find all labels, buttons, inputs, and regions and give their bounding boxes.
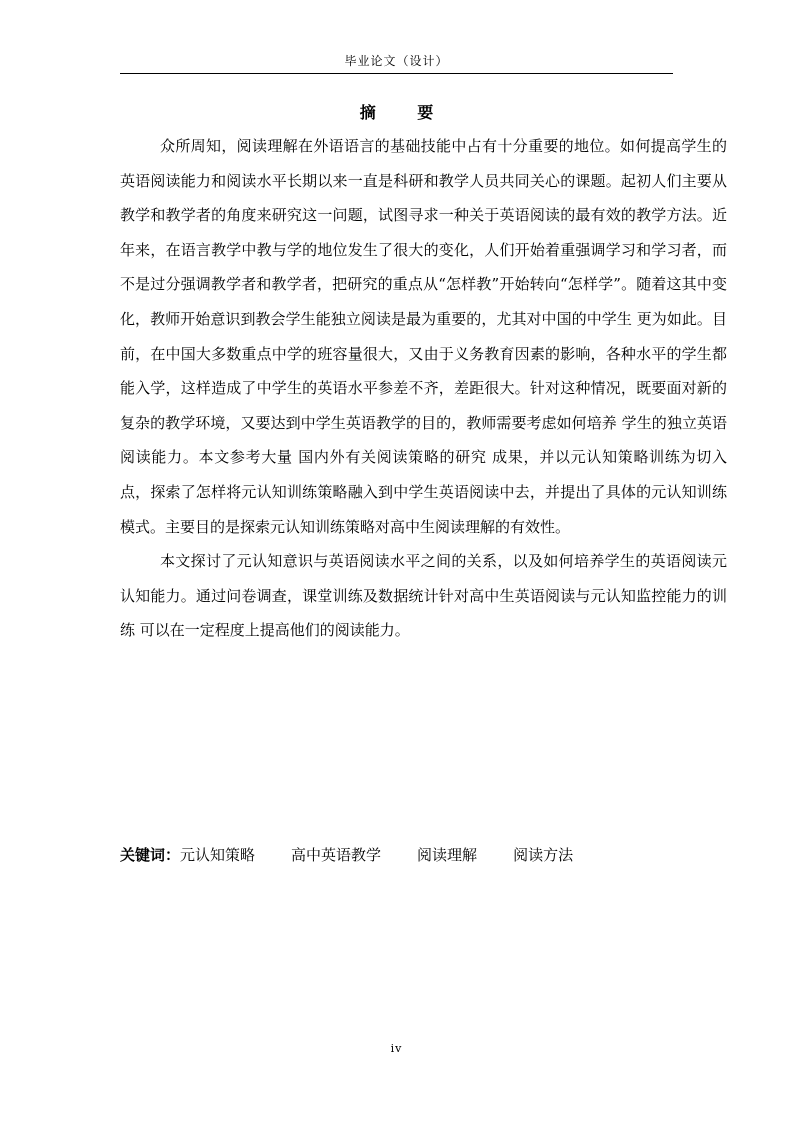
keyword-item: 高中英语教学 xyxy=(291,846,382,864)
keyword-item: 阅读方法 xyxy=(513,846,574,864)
running-header: 毕业论文（设计） xyxy=(344,54,449,68)
keywords-line xyxy=(120,843,720,867)
abstract-paragraph-1: 众所周知，阅读理解在外语语言的基础技能中占有十分重要的地位。如何提高学生的英语阅读能力和阅读水平长期以来一直是科研和教学人员共同关心的课题。起初人们主要从教学和教学者的角度来研究这一问题，试图寻求一种关于英语阅读的最有效的教学方法。近年来，在语言教学中教与学的地位发生了很大的变化，人们开始着重强调学习和学习者，而不是过分强调教学者和教学者，把研究的重点从“怎样教”开始转向“怎样学”。随着这其中变化，教师开始意识到教会学生能独立阅读是最为重要的，尤其对中国的中学生 更为如此。目前，在中国大多数重点中学的班容量很大，又由于义务教育因素的影响，各种水平的学生都能入学，这样造成了中学生的英语水平参差不齐，差距很大。针对这种情况，既要面对新的复杂的教学环境，又要达到中学生英语教学的目的，教师需要考虑如何培养 学生的独立英语阅读能力。本文参考大量 国内外有关阅读策略的研究 成果，并以元认知策略训练为切入点，探索了怎样将元认知训练策略融入到中学生英语阅读中去，并提出了具体的元认知训练模式。主要目的是探索元认知训练策略对高中生阅读理解的有效性。 xyxy=(120,137,727,536)
abstract-body xyxy=(120,129,727,648)
header-rule xyxy=(120,73,673,74)
abstract-title: 摘 要 xyxy=(359,103,452,122)
page-number: iv xyxy=(390,1042,403,1055)
keywords-label: 关键词： xyxy=(120,846,181,864)
keyword-item: 阅读理解 xyxy=(417,846,478,864)
keyword-item: 元认知策略 xyxy=(180,846,256,864)
abstract-paragraph-2: 本文探讨了元认知意识与英语阅读水平之间的关系，以及如何培养学生的英语阅读元认知能力。通过问卷调查，课堂训练及数据统计针对高中生英语阅读与元认知监控能力的训练 可以在一定程度上提高他们的阅读能力。 xyxy=(120,552,727,640)
